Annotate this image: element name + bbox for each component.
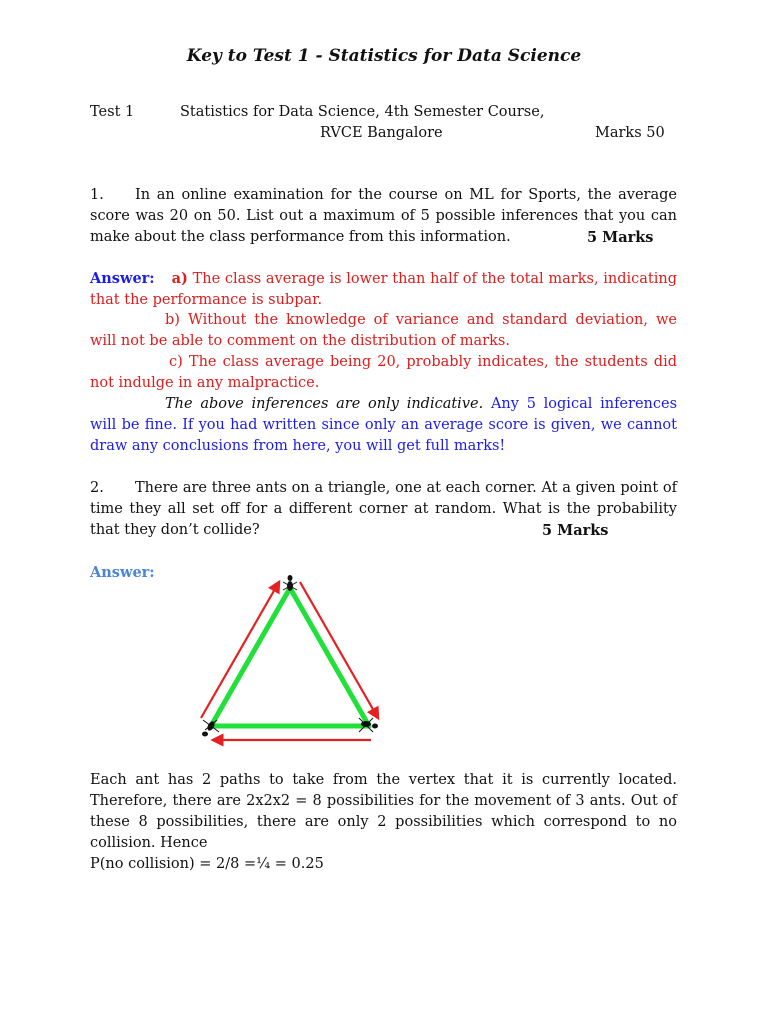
note-blue: Any 5 logical inferences will be fine. If you had written since only an average score is given, we cannot draw any conclusions from here, you will get full marks! — [90, 396, 678, 454]
question-text: There are three ants on a triangle, one at each corner. At a given point of time they all set off for a different corner at random. What is the probability that they don’t collide? — [90, 480, 677, 538]
answer-label: Answer: — [90, 270, 155, 287]
answer-1-b: b) Without the knowledge of variance and standard deviation, we will not be able to comment on the distribution of marks. — [90, 312, 677, 349]
test-label: Test 1 — [90, 104, 135, 120]
answer-2-label: Answer: — [90, 564, 155, 581]
question-number: 1. — [90, 187, 104, 203]
answer-1-c: c) The class average being 20, probably indicates, the students did not indulge in any malpractice. — [90, 354, 677, 391]
total-marks: Marks 50 — [595, 125, 665, 141]
question-2-marks: 5 Marks — [542, 522, 609, 539]
document-title: Key to Test 1 - Statistics for Data Science — [186, 46, 582, 66]
ant-triangle-figure — [183, 568, 388, 753]
course-line-1: Statistics for Data Science, 4th Semester Course, — [180, 104, 545, 120]
arrow-right-edge — [300, 582, 378, 718]
answer-a-text: The class average is lower than half of the total marks, indicating that the performance is subpar. — [90, 271, 677, 308]
question-1-marks: 5 Marks — [587, 229, 654, 246]
question-text: In an online examination for the course on ML for Sports, the average score was 20 on 50. List out a maximum of 5 possible inferences that you can make about the class performance from this information. — [90, 187, 677, 245]
answer-1-note — [90, 394, 677, 457]
answer-a-label: a) — [171, 270, 188, 287]
ant-icon — [283, 575, 297, 591]
arrow-left-edge — [201, 582, 279, 718]
note-italic: The above inferences are only indicative. — [165, 396, 484, 412]
triangle-shape — [211, 588, 369, 726]
answer-1-a — [90, 268, 677, 311]
answer-2-explanation: Each ant has 2 paths to take from the vertex that it is currently located. Therefore, there are 2x2x2 = 8 possibilities for the movement of 3 ants. Out of these 8 possibilities, there are only 2 possibilities which correspond to no collision. Hence — [90, 772, 677, 851]
answer-2-result: P(no collision) = 2/8 =¼ = 0.25 — [90, 856, 324, 872]
course-line-2: RVCE Bangalore — [320, 125, 443, 141]
question-number: 2. — [90, 480, 104, 496]
